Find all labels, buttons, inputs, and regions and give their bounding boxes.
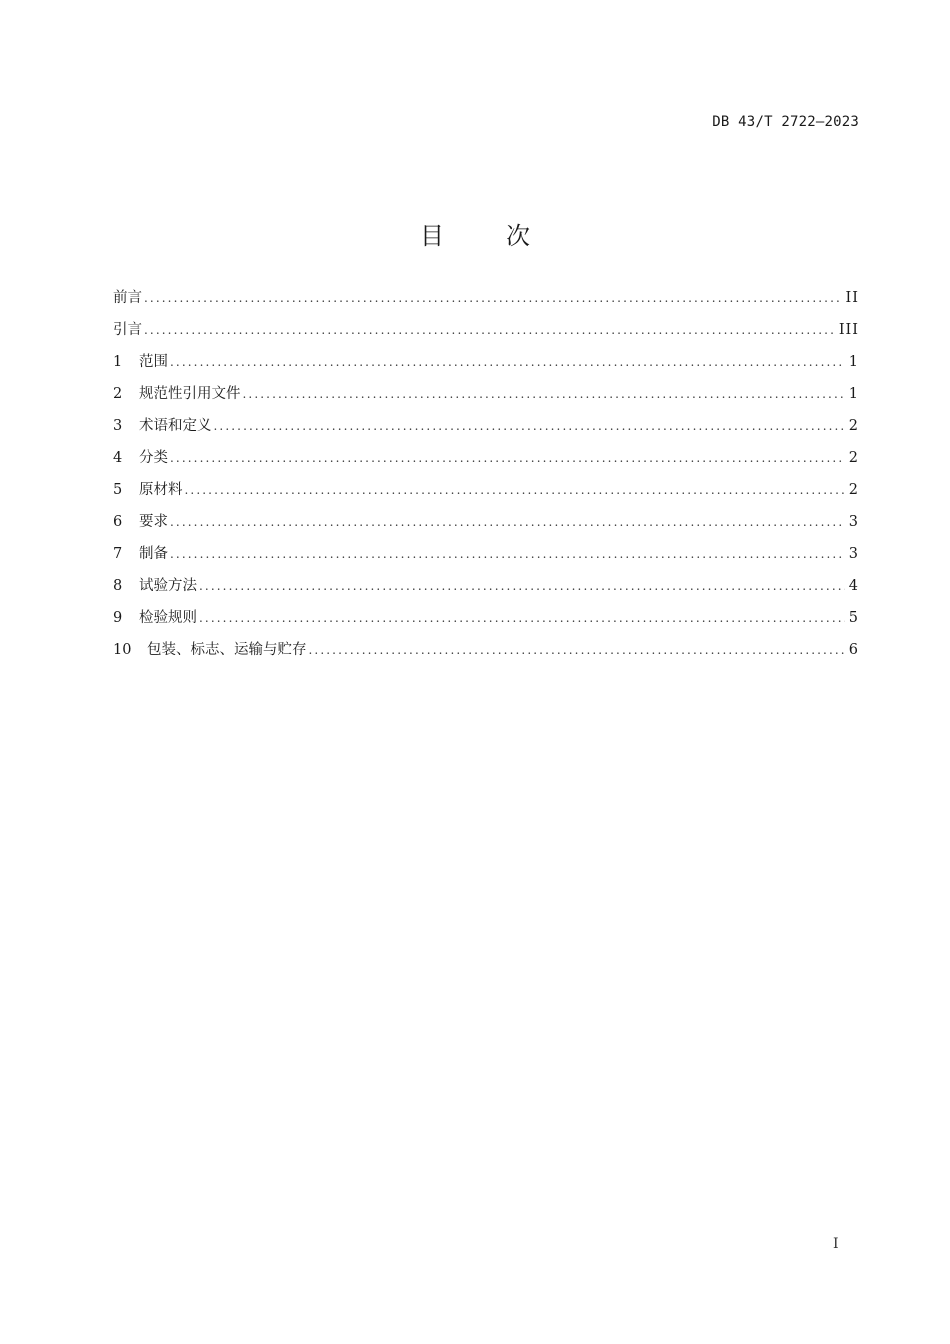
toc-entry-label: 包装、标志、运输与贮存: [147, 642, 307, 658]
page-number: I: [833, 1236, 839, 1252]
toc-leader-dots: [144, 285, 842, 311]
toc-entry-test-methods[interactable]: [113, 573, 859, 605]
toc-entry-page: 4: [848, 578, 859, 594]
toc-entry-foreword[interactable]: [113, 285, 859, 317]
toc-entry-label: 制备: [139, 546, 168, 562]
toc-entry-number: 2: [113, 386, 123, 402]
toc-entry-label: 规范性引用文件: [139, 386, 241, 402]
toc-entry-page: 2: [848, 482, 859, 498]
toc-leader-dots: [144, 317, 835, 343]
toc-entry-page: II: [845, 290, 859, 306]
toc-leader-dots: [243, 381, 845, 407]
toc-entry-number: 3: [113, 418, 123, 434]
table-of-contents: [113, 285, 859, 669]
toc-entry-page: 2: [848, 450, 859, 466]
toc-entry-number: 7: [113, 546, 123, 562]
toc-entry-normative-references[interactable]: [113, 381, 859, 413]
toc-entry-inspection-rules[interactable]: [113, 605, 859, 637]
toc-entry-scope[interactable]: [113, 349, 859, 381]
toc-entry-classification[interactable]: [113, 445, 859, 477]
toc-entry-label: 范围: [139, 354, 168, 370]
toc-entry-number: 10: [113, 642, 132, 658]
toc-title-char-1: 目: [420, 222, 444, 251]
toc-entry-page: 3: [848, 514, 859, 530]
toc-entry-page: III: [838, 322, 859, 338]
toc-title: [0, 216, 950, 251]
toc-entry-label: 试验方法: [139, 578, 197, 594]
toc-entry-page: 1: [848, 354, 859, 370]
toc-title-char-2: 次: [506, 222, 530, 251]
toc-entry-terms-definitions[interactable]: [113, 413, 859, 445]
toc-entry-label: 分类: [139, 450, 168, 466]
toc-entry-number: 4: [113, 450, 123, 466]
toc-entry-number: 6: [113, 514, 123, 530]
toc-entry-label: 术语和定义: [139, 418, 212, 434]
toc-entry-number: 5: [113, 482, 123, 498]
toc-entry-number: 8: [113, 578, 123, 594]
toc-entry-page: 2: [848, 418, 859, 434]
toc-entry-page: 6: [848, 642, 859, 658]
toc-entry-introduction[interactable]: [113, 317, 859, 349]
toc-entry-page: 3: [848, 546, 859, 562]
toc-entry-page: 5: [848, 610, 859, 626]
toc-leader-dots: [199, 573, 845, 599]
toc-leader-dots: [199, 605, 845, 631]
toc-leader-dots: [170, 349, 845, 375]
toc-leader-dots: [170, 509, 845, 535]
toc-entry-raw-materials[interactable]: [113, 477, 859, 509]
toc-entry-packaging-storage[interactable]: [113, 637, 859, 669]
toc-entry-requirements[interactable]: [113, 509, 859, 541]
toc-entry-page: 1: [848, 386, 859, 402]
document-code: DB 43/T 2722—2023: [712, 114, 859, 130]
toc-leader-dots: [309, 637, 845, 663]
toc-entry-label: 检验规则: [139, 610, 197, 626]
toc-entry-number: 1: [113, 354, 123, 370]
toc-entry-label: 前言: [113, 290, 142, 306]
toc-entry-number: 9: [113, 610, 123, 626]
toc-entry-label: 要求: [139, 514, 168, 530]
toc-leader-dots: [170, 445, 845, 471]
toc-leader-dots: [214, 413, 845, 439]
toc-entry-preparation[interactable]: [113, 541, 859, 573]
toc-leader-dots: [185, 477, 845, 503]
toc-entry-label: 原材料: [139, 482, 183, 498]
toc-leader-dots: [170, 541, 845, 567]
toc-entry-label: 引言: [113, 322, 142, 338]
